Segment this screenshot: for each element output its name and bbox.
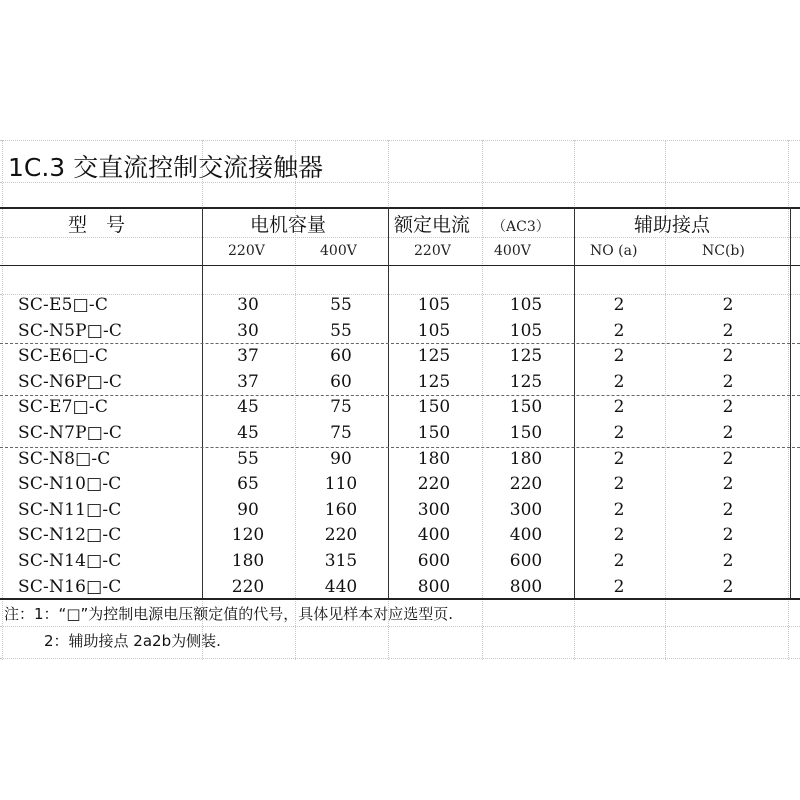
cell-mc220: 30 (237, 295, 259, 315)
cell-rc400: 105 (509, 320, 543, 341)
cell-nc: 2 (722, 423, 734, 443)
cell-no: 2 (613, 525, 625, 546)
cell-rc400: 800 (509, 576, 543, 597)
cell-mc400: 160 (324, 499, 358, 520)
cell-mc220: 90 (237, 499, 259, 520)
cell-mc400: 60 (330, 371, 352, 392)
grid-line (0, 294, 800, 295)
cell-mc220: 65 (237, 474, 259, 495)
cell-mc220: 37 (237, 371, 259, 392)
cell-rc220: 105 (417, 295, 451, 315)
note-1: 注：1：“□”为控制电源电压额定值的代号，具体见样本对应选型页. (4, 605, 454, 623)
column-divider (790, 207, 791, 598)
cell-no: 2 (613, 320, 625, 341)
cell-no: 2 (613, 346, 625, 367)
column-divider (202, 207, 203, 598)
cell-nc: 2 (722, 371, 734, 392)
cell-mc220: 180 (231, 551, 265, 571)
cell-mc400: 220 (324, 525, 358, 546)
cell-mc400: 75 (330, 423, 352, 443)
header-aux-contacts: 辅助接点 (634, 214, 711, 236)
grid-line (0, 237, 800, 238)
cell-no: 2 (613, 295, 625, 315)
cell-mc400: 315 (324, 551, 358, 571)
header-ac3: （AC3） (492, 219, 550, 235)
cell-nc: 2 (722, 346, 734, 367)
cell-mc220: 220 (231, 576, 265, 597)
cell-rc220: 150 (417, 397, 451, 418)
cell-no: 2 (613, 576, 625, 597)
cell-mc220: 37 (237, 346, 259, 367)
cell-rc400: 105 (509, 295, 543, 315)
cell-rc220: 400 (417, 525, 451, 546)
cell-rc220: 125 (417, 371, 451, 392)
cell-rc400: 600 (509, 551, 543, 571)
cell-rc220: 105 (417, 320, 451, 341)
cell-model: SC-E5□-C (18, 295, 109, 315)
column-divider (388, 207, 389, 598)
cell-mc220: 30 (237, 320, 259, 341)
header-rated-current: 额定电流 (394, 214, 471, 236)
row-group-divider (0, 447, 800, 448)
cell-rc400: 125 (509, 371, 543, 392)
subheader-nc: NC(b) (702, 243, 745, 259)
row-group-divider (0, 395, 800, 396)
cell-rc220: 220 (417, 474, 451, 495)
cell-model: SC-E6□-C (18, 346, 109, 367)
cell-model: SC-N14□-C (18, 551, 122, 571)
cell-rc400: 125 (509, 346, 543, 367)
subheader-rc-220: 220V (414, 243, 451, 259)
cell-no: 2 (613, 397, 625, 418)
cell-no: 2 (613, 551, 625, 571)
cell-mc400: 55 (330, 320, 352, 341)
page-title: 1C.3 交直流控制交流接触器 (8, 153, 324, 182)
cell-nc: 2 (722, 295, 734, 315)
cell-mc400: 55 (330, 295, 352, 315)
cell-mc400: 440 (324, 576, 358, 597)
note-2: 2：辅助接点 2a2b为侧装. (44, 632, 221, 650)
subheader-mc-220: 220V (228, 243, 265, 259)
cell-nc: 2 (722, 474, 734, 495)
cell-rc220: 125 (417, 346, 451, 367)
cell-no: 2 (613, 371, 625, 392)
cell-rc400: 400 (509, 525, 543, 546)
cell-nc: 2 (722, 499, 734, 520)
cell-mc220: 55 (237, 448, 259, 469)
subheader-no: NO (a) (590, 243, 638, 259)
cell-rc220: 180 (417, 448, 451, 469)
cell-nc: 2 (722, 525, 734, 546)
cell-nc: 2 (722, 576, 734, 597)
cell-nc: 2 (722, 320, 734, 341)
header-model: 型 号 (68, 214, 126, 236)
cell-rc220: 150 (417, 423, 451, 443)
cell-model: SC-N5P□-C (18, 320, 123, 341)
grid-line (0, 140, 800, 141)
cell-mc400: 75 (330, 397, 352, 418)
cell-model: SC-N10□-C (18, 474, 122, 495)
table-top-border (0, 207, 800, 209)
cell-rc220: 600 (417, 551, 451, 571)
header-motor-capacity: 电机容量 (250, 214, 327, 236)
cell-no: 2 (613, 448, 625, 469)
grid-line (482, 140, 483, 660)
cell-no: 2 (613, 499, 625, 520)
subheader-rc-400: 400V (494, 243, 531, 259)
column-divider (574, 207, 575, 598)
cell-rc400: 180 (509, 448, 543, 469)
cell-model: SC-N11□-C (18, 499, 122, 520)
cell-mc220: 45 (237, 397, 259, 418)
cell-rc400: 150 (509, 423, 543, 443)
cell-model: SC-N8□-C (18, 448, 111, 469)
cell-mc400: 110 (324, 474, 358, 495)
cell-no: 2 (613, 423, 625, 443)
cell-rc400: 300 (509, 499, 543, 520)
grid-line (0, 658, 800, 659)
grid-line (788, 140, 789, 660)
subheader-mc-400: 400V (320, 243, 357, 259)
cell-model: SC-N12□-C (18, 525, 122, 546)
cell-rc220: 800 (417, 576, 451, 597)
grid-line (2, 140, 3, 660)
cell-mc220: 45 (237, 423, 259, 443)
cell-mc220: 120 (231, 525, 265, 546)
cell-mc400: 60 (330, 346, 352, 367)
cell-model: SC-N16□-C (18, 576, 122, 597)
cell-no: 2 (613, 474, 625, 495)
cell-rc400: 150 (509, 397, 543, 418)
cell-nc: 2 (722, 448, 734, 469)
cell-model: SC-E7□-C (18, 397, 109, 418)
cell-model: SC-N6P□-C (18, 371, 123, 392)
cell-model: SC-N7P□-C (18, 423, 123, 443)
cell-rc400: 220 (509, 474, 543, 495)
table-bottom-border (0, 598, 800, 600)
cell-nc: 2 (722, 397, 734, 418)
row-group-divider (0, 343, 800, 344)
grid-line (0, 626, 800, 627)
cell-nc: 2 (722, 551, 734, 571)
cell-mc400: 90 (330, 448, 352, 469)
cell-rc220: 300 (417, 499, 451, 520)
header-bottom-border (0, 265, 800, 266)
